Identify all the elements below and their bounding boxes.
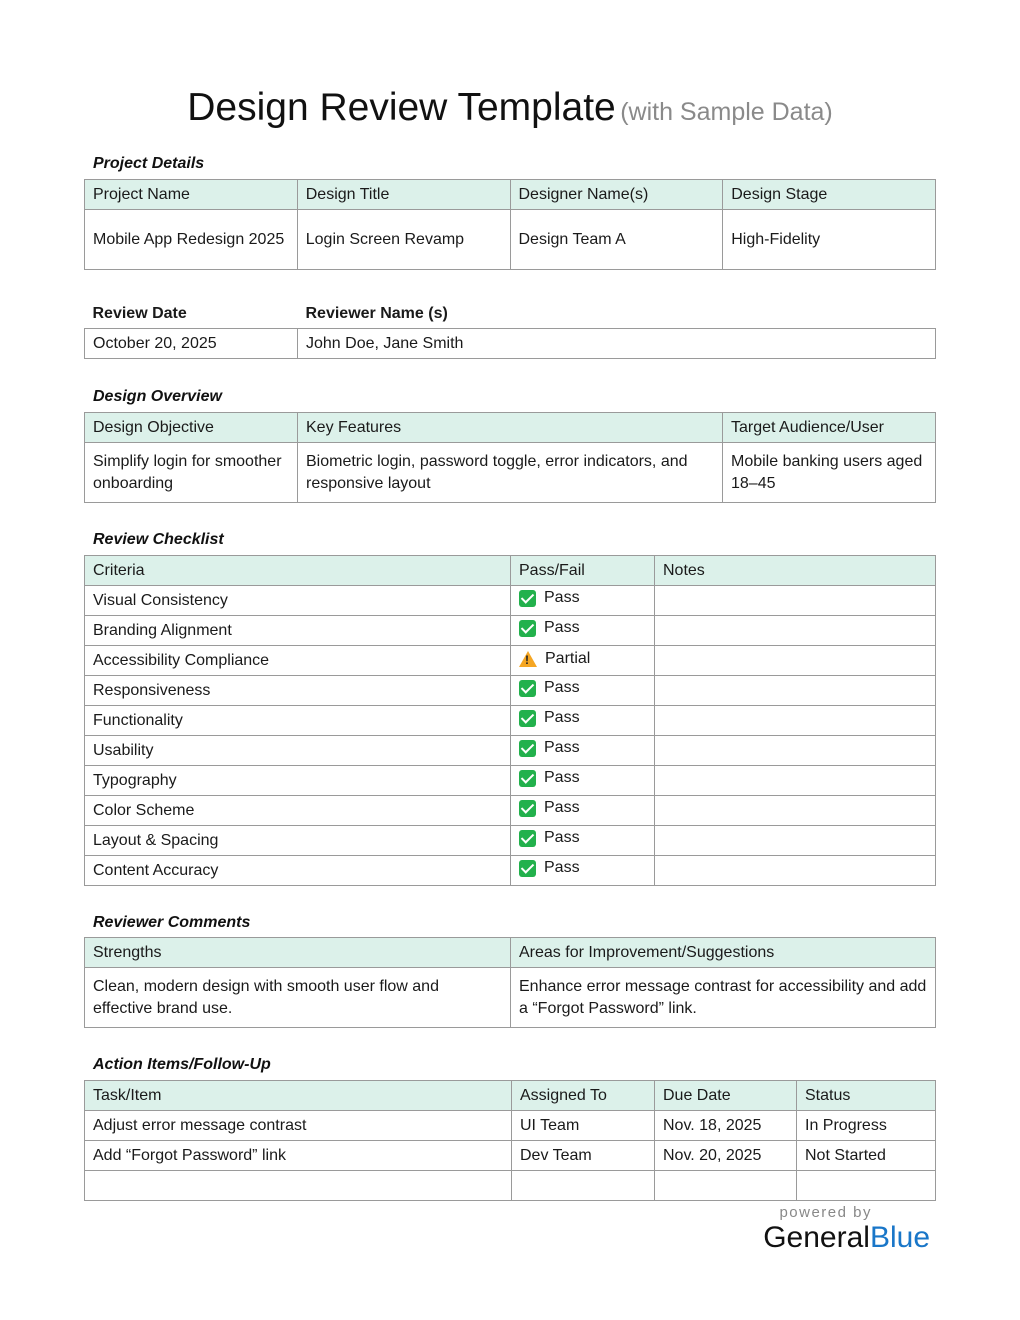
- review-checklist-table: [84, 555, 936, 886]
- header-design-stage: Design Stage: [723, 180, 936, 210]
- section-label-action-items: Action Items/Follow-Up: [93, 1056, 271, 1073]
- check-icon: [519, 800, 536, 817]
- notes-cell: [655, 736, 936, 766]
- criteria-cell: Layout & Spacing: [85, 826, 511, 856]
- status-text: Pass: [544, 739, 580, 757]
- checklist-row: [85, 706, 936, 736]
- project-details-table: [84, 179, 936, 270]
- check-icon: [519, 680, 536, 697]
- header-task-item: Task/Item: [85, 1081, 512, 1111]
- status-cell: [511, 706, 655, 736]
- reviewer-name-value: John Doe, Jane Smith: [298, 329, 936, 359]
- header-status: Status: [797, 1081, 936, 1111]
- reviewer-comments-table: [84, 937, 936, 1028]
- notes-cell: [655, 796, 936, 826]
- designer-names-value: Design Team A: [510, 210, 723, 270]
- review-date-value: October 20, 2025: [85, 329, 298, 359]
- criteria-cell: Content Accuracy: [85, 856, 511, 886]
- section-label-reviewer-comments: Reviewer Comments: [93, 914, 251, 931]
- header-pass-fail: Pass/Fail: [511, 556, 655, 586]
- status-text: Pass: [544, 709, 580, 727]
- target-audience-value: Mobile banking users aged 18–45: [723, 443, 936, 503]
- header-due-date: Due Date: [655, 1081, 797, 1111]
- check-icon: [519, 770, 536, 787]
- notes-cell: [655, 826, 936, 856]
- criteria-cell: Typography: [85, 766, 511, 796]
- review-info-table: [84, 300, 936, 359]
- status-cell: [511, 586, 655, 616]
- criteria-cell: Usability: [85, 736, 511, 766]
- status-cell: [797, 1171, 936, 1201]
- header-project-name: Project Name: [85, 180, 298, 210]
- checklist-row: [85, 676, 936, 706]
- brand-general: General: [763, 1221, 870, 1254]
- brand-blue: Blue: [869, 1221, 930, 1254]
- status-cell: [511, 826, 655, 856]
- checklist-row: [85, 826, 936, 856]
- assigned-cell: Dev Team: [512, 1141, 655, 1171]
- brand-logo: [763, 1204, 930, 1255]
- criteria-cell: Visual Consistency: [85, 586, 511, 616]
- assigned-cell: UI Team: [512, 1111, 655, 1141]
- warning-icon: [519, 651, 537, 667]
- notes-cell: [655, 706, 936, 736]
- check-icon: [519, 860, 536, 877]
- header-criteria: Criteria: [85, 556, 511, 586]
- due-date-cell: [655, 1171, 797, 1201]
- status-text: Pass: [544, 769, 580, 787]
- criteria-cell: Accessibility Compliance: [85, 646, 511, 676]
- powered-by-text: powered by: [779, 1204, 872, 1221]
- header-areas-for-improvement: Areas for Improvement/Suggestions: [511, 938, 936, 968]
- notes-cell: [655, 616, 936, 646]
- section-label-review-checklist: Review Checklist: [93, 531, 224, 548]
- status-text: Pass: [544, 799, 580, 817]
- checklist-row: [85, 766, 936, 796]
- design-objective-value: Simplify login for smoother onboarding: [85, 443, 298, 503]
- status-text: Pass: [544, 859, 580, 877]
- task-cell: Adjust error message contrast: [85, 1111, 512, 1141]
- action-row: [85, 1111, 936, 1141]
- status-cell: [511, 796, 655, 826]
- title-main: Design Review Template: [187, 86, 616, 129]
- task-cell: [85, 1171, 512, 1201]
- criteria-cell: Functionality: [85, 706, 511, 736]
- action-items-table: [84, 1080, 936, 1201]
- check-icon: [519, 620, 536, 637]
- notes-cell: [655, 676, 936, 706]
- design-stage-value: High-Fidelity: [723, 210, 936, 270]
- criteria-cell: Color Scheme: [85, 796, 511, 826]
- notes-cell: [655, 586, 936, 616]
- status-cell: [511, 856, 655, 886]
- check-icon: [519, 740, 536, 757]
- checklist-row: [85, 646, 936, 676]
- header-notes: Notes: [655, 556, 936, 586]
- assigned-cell: [512, 1171, 655, 1201]
- action-row: [85, 1171, 936, 1201]
- checklist-row: [85, 856, 936, 886]
- status-text: Partial: [545, 649, 591, 667]
- criteria-cell: Branding Alignment: [85, 616, 511, 646]
- header-target-audience: Target Audience/User: [723, 413, 936, 443]
- header-design-objective: Design Objective: [85, 413, 298, 443]
- reviewer-name-label: Reviewer Name (s): [305, 305, 448, 322]
- status-cell: [511, 616, 655, 646]
- review-date-label: Review Date: [92, 305, 187, 322]
- brand-name: [763, 1221, 930, 1255]
- status-cell: [511, 736, 655, 766]
- status-text: Pass: [544, 619, 580, 637]
- status-cell: [511, 646, 655, 676]
- status-text: Pass: [544, 829, 580, 847]
- status-cell: Not Started: [797, 1141, 936, 1171]
- design-title-value: Login Screen Revamp: [297, 210, 510, 270]
- checklist-row: [85, 736, 936, 766]
- check-icon: [519, 830, 536, 847]
- notes-cell: [655, 856, 936, 886]
- checklist-row: [85, 586, 936, 616]
- notes-cell: [655, 646, 936, 676]
- design-overview-table: [84, 412, 936, 503]
- due-date-cell: Nov. 20, 2025: [655, 1141, 797, 1171]
- due-date-cell: Nov. 18, 2025: [655, 1111, 797, 1141]
- notes-cell: [655, 766, 936, 796]
- strengths-value: Clean, modern design with smooth user flow and effective brand use.: [85, 968, 511, 1028]
- improvements-value: Enhance error message contrast for accessibility and add a “Forgot Password” link.: [511, 968, 936, 1028]
- status-cell: [511, 766, 655, 796]
- status-text: Pass: [544, 589, 580, 607]
- header-assigned-to: Assigned To: [512, 1081, 655, 1111]
- check-icon: [519, 710, 536, 727]
- header-strengths: Strengths: [85, 938, 511, 968]
- checklist-row: [85, 796, 936, 826]
- check-icon: [519, 590, 536, 607]
- status-cell: In Progress: [797, 1111, 936, 1141]
- criteria-cell: Responsiveness: [85, 676, 511, 706]
- document-title: [0, 86, 1020, 130]
- header-designer-names: Designer Name(s): [510, 180, 723, 210]
- task-cell: Add “Forgot Password” link: [85, 1141, 512, 1171]
- status-text: Pass: [544, 679, 580, 697]
- status-cell: [511, 676, 655, 706]
- header-design-title: Design Title: [297, 180, 510, 210]
- project-name-value: Mobile App Redesign 2025: [85, 210, 298, 270]
- title-subtitle: (with Sample Data): [620, 98, 833, 126]
- checklist-row: [85, 616, 936, 646]
- section-label-project-details: Project Details: [93, 155, 205, 172]
- section-label-design-overview: Design Overview: [93, 388, 222, 405]
- header-key-features: Key Features: [298, 413, 723, 443]
- key-features-value: Biometric login, password toggle, error indicators, and responsive layout: [298, 443, 723, 503]
- action-row: [85, 1141, 936, 1171]
